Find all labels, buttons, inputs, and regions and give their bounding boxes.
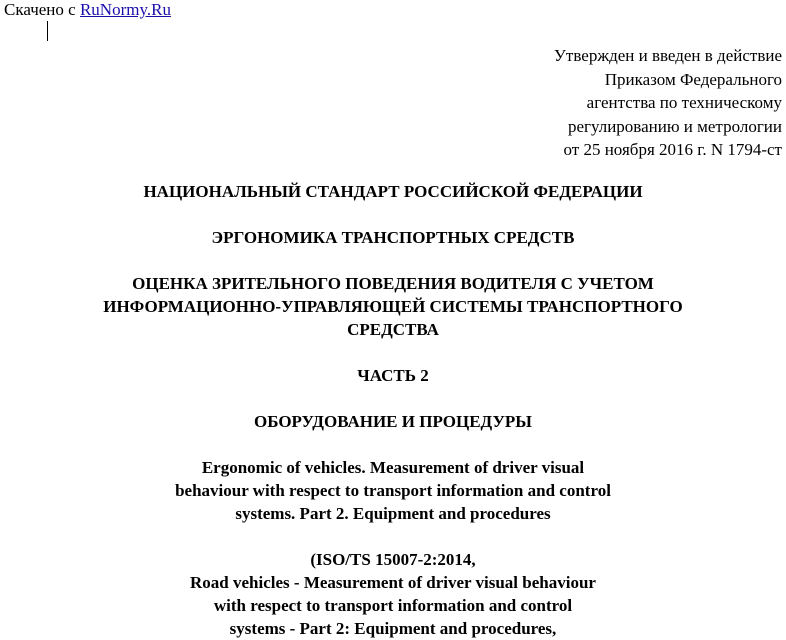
source-link[interactable]: RuNormy.Ru xyxy=(79,0,171,19)
approval-line: агентства по техническому xyxy=(586,93,782,112)
standard-title xyxy=(0,180,786,203)
document-title-line: СРЕДСТВА xyxy=(347,320,439,339)
document-title xyxy=(0,272,786,341)
part-heading xyxy=(0,364,786,387)
approval-line: Утвержден и введен в действие xyxy=(553,46,782,65)
approval-block xyxy=(554,44,782,162)
approval-line: регулированию и метрологии xyxy=(567,116,782,136)
iso-reference-line: with respect to transport information and control xyxy=(213,596,573,615)
iso-reference xyxy=(0,548,786,640)
approval-line: от 25 ноября 2016 г. N 1794-ст xyxy=(563,140,782,159)
subject-heading xyxy=(0,226,786,249)
source-line xyxy=(4,0,171,20)
english-title-line: systems. Part 2. Equipment and procedures xyxy=(235,504,551,523)
part-heading-text: ЧАСТЬ 2 xyxy=(357,366,429,385)
subject-heading-text: ЭРГОНОМИКА ТРАНСПОРТНЫХ СРЕДСТВ xyxy=(211,228,575,247)
part-title-text: ОБОРУДОВАНИЕ И ПРОЦЕДУРЫ xyxy=(253,412,532,431)
standard-title-text: НАЦИОНАЛЬНЫЙ СТАНДАРТ РОССИЙСКОЙ ФЕДЕРАЦИИ xyxy=(143,182,643,201)
document-title-line: ИНФОРМАЦИОННО-УПРАВЛЯЮЩЕЙ СИСТЕМЫ ТРАНСПОРТНОГО xyxy=(103,297,683,316)
document-title-line: ОЦЕНКА ЗРИТЕЛЬНОГО ПОВЕДЕНИЯ ВОДИТЕЛЯ С УЧЕТОМ xyxy=(132,274,654,293)
english-title-line: Ergonomic of vehicles. Measurement of driver visual xyxy=(201,458,585,477)
source-prefix: Скачено с xyxy=(4,0,80,19)
approval-line: Приказом Федерального xyxy=(604,69,782,89)
iso-reference-line: Road vehicles - Measurement of driver visual behaviour xyxy=(190,573,596,592)
english-title xyxy=(0,456,786,525)
iso-reference-line: systems - Part 2: Equipment and procedures, xyxy=(229,619,557,638)
english-title-line: behaviour with respect to transport information and control xyxy=(175,481,611,500)
iso-reference-line: (ISO/TS 15007-2:2014, xyxy=(310,550,476,569)
text-cursor xyxy=(47,21,48,41)
part-title xyxy=(0,410,786,433)
